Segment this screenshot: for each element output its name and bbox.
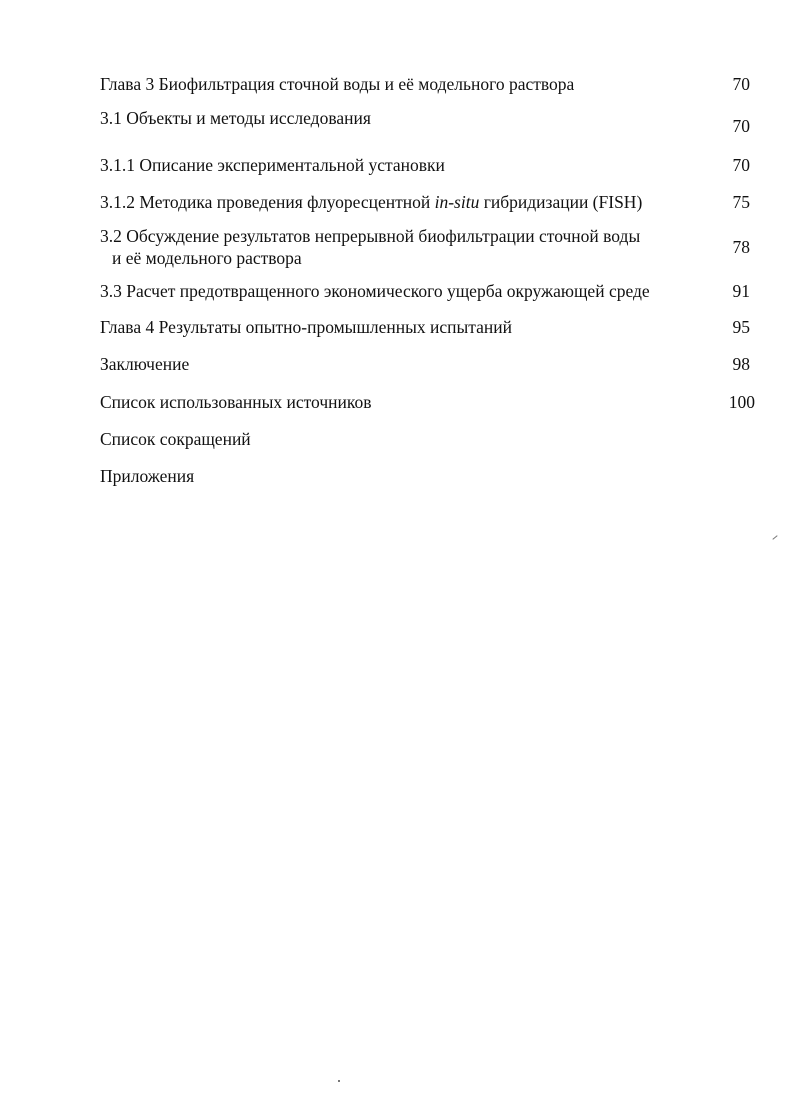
- toc-entry-title: [100, 225, 700, 269]
- toc-entry-page-number: 98: [732, 354, 750, 374]
- toc-entry-page-number: 100: [728, 392, 755, 412]
- toc-entry-page-number: 75: [732, 192, 750, 212]
- toc-entry-title: 3.3 Расчет предотвращенного экономического ущерба окружающей среде: [100, 281, 650, 301]
- toc-entry-title-line-1: 3.2 Обсуждение результатов непрерывной биофильтрации сточной воды: [100, 226, 641, 246]
- toc-entry-page-number: 91: [732, 281, 750, 301]
- toc-entry-title-part: 3.1.2 Методика проведения флуоресцентной: [100, 192, 435, 212]
- toc-entry-title-part: гибридизации (FISH): [479, 192, 643, 212]
- toc-entry-title: Глава 3 Биофильтрация сточной воды и её модельного раствора: [100, 74, 575, 94]
- toc-entry-title: Приложения: [100, 466, 195, 486]
- toc-entry-title: Глава 4 Результаты опытно-промышленных испытаний: [100, 317, 513, 337]
- toc-entry-title: Список сокращений: [100, 429, 251, 449]
- toc-entry-page-number: 70: [732, 116, 750, 136]
- toc-entry-title: [100, 191, 700, 213]
- toc-entry-title-line-2: и её модельного раствора: [112, 248, 302, 268]
- toc-entry-title: 3.1 Объекты и методы исследования: [100, 108, 371, 128]
- toc-entry-page-number: 78: [732, 237, 750, 257]
- toc-entry-title-italic: in-situ: [434, 192, 480, 212]
- toc-entry-page-number: 95: [732, 317, 750, 337]
- toc-entry-title: 3.1.1 Описание экспериментальной установки: [100, 155, 445, 175]
- toc-entry-title: Заключение: [100, 354, 190, 374]
- scan-artifact: [338, 1080, 340, 1082]
- toc-entry-page-number: 70: [732, 155, 750, 175]
- toc-entry-title: Список использованных источников: [100, 392, 372, 412]
- toc-entry-page-number: 70: [732, 74, 750, 94]
